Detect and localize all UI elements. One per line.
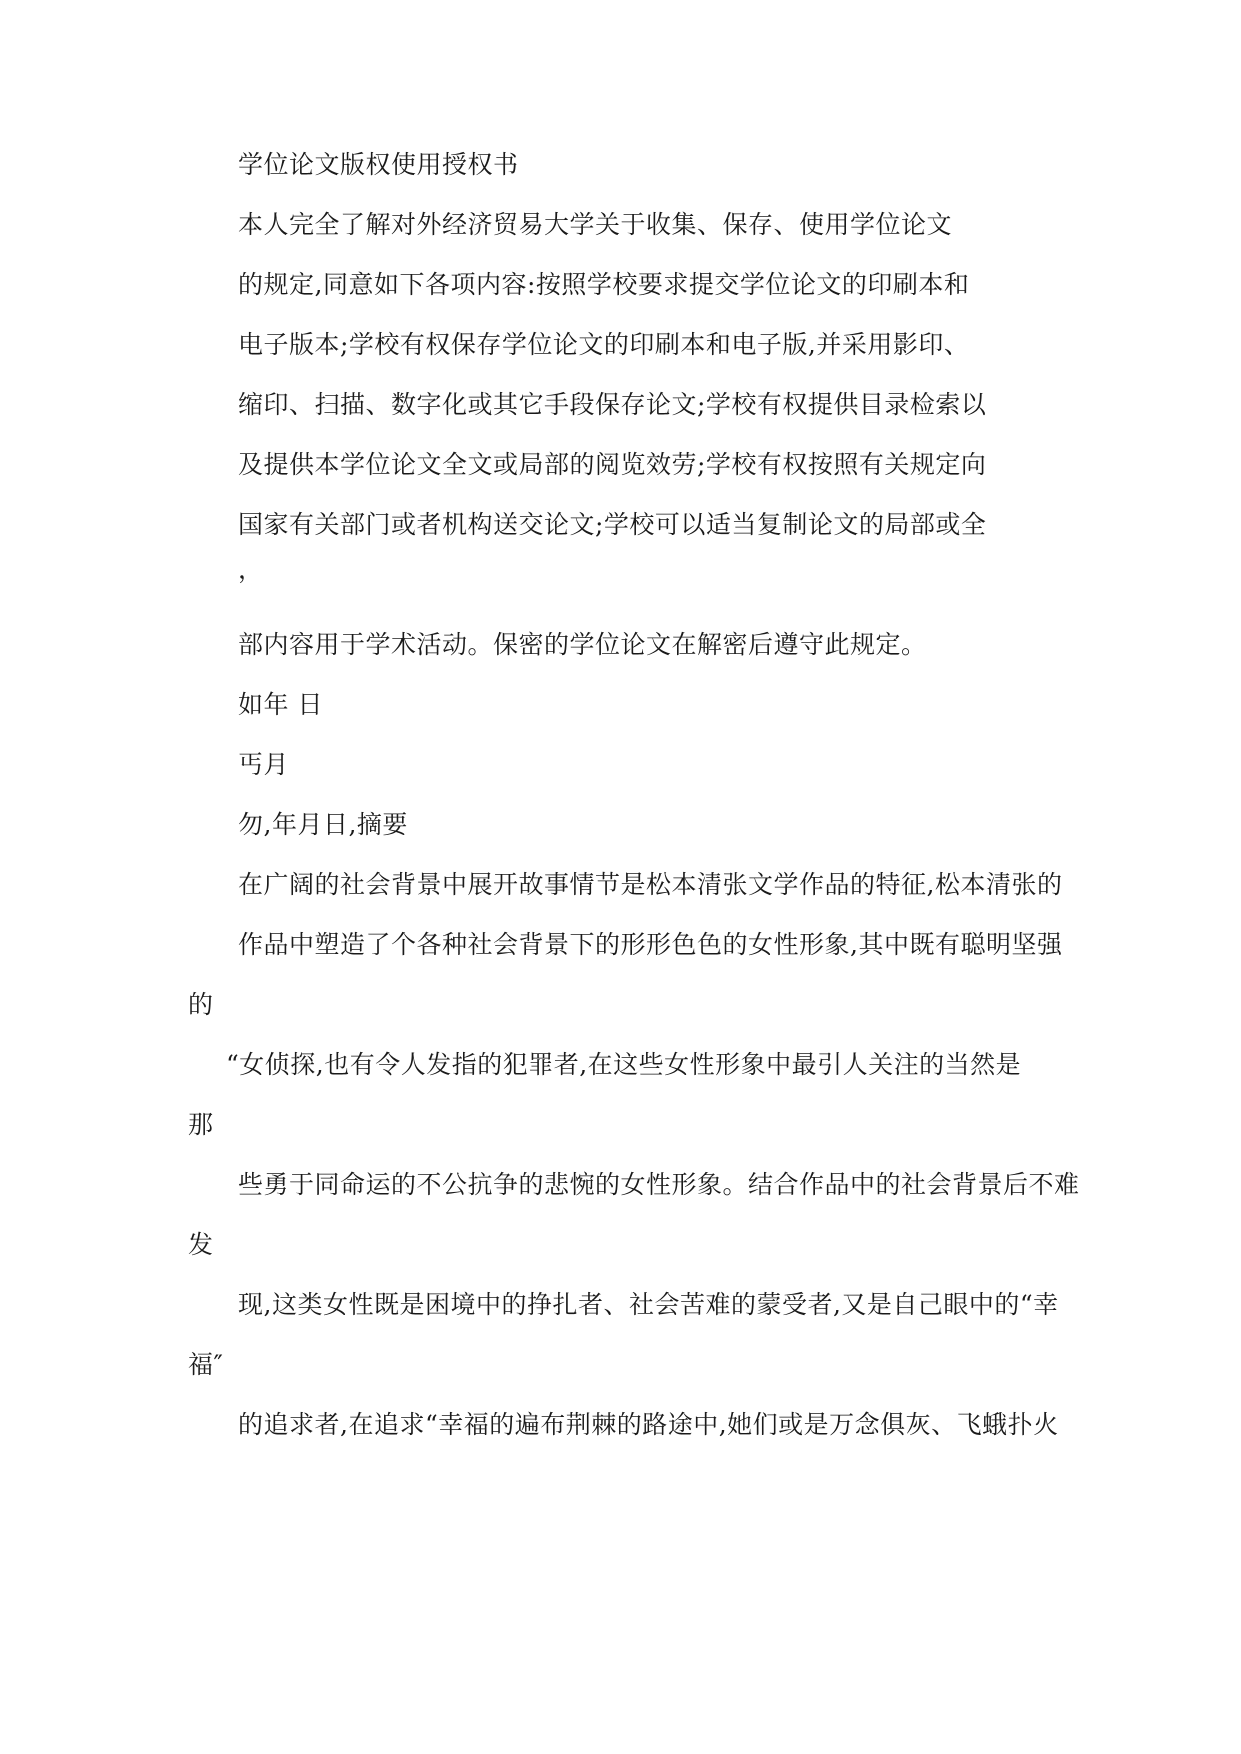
- text-line: 那: [188, 1110, 214, 1139]
- text-line: 作品中塑造了个各种社会背景下的形形色色的女性形象,其中既有聪明坚强: [238, 930, 1063, 959]
- text-line: 发: [188, 1230, 214, 1259]
- text-line: 勿,年月日,摘要: [238, 810, 408, 839]
- text-line: 丐月: [238, 750, 290, 779]
- text-line: 的: [188, 990, 214, 1019]
- text-line: 及提供本学位论文全文或局部的阅览效劳;学校有权按照有关规定向: [238, 450, 987, 479]
- text-line: 的追求者,在追求“幸福的遍布荆棘的路途中,她们或是万念俱灰、飞蛾扑火: [238, 1410, 1059, 1439]
- text-line: 部内容用于学术活动。保密的学位论文在解密后遵守此规定。: [238, 630, 927, 659]
- text-line: 本人完全了解对外经济贸易大学关于收集、保存、使用学位论文: [238, 210, 953, 239]
- text-line: 的规定,同意如下各项内容:按照学校要求提交学位论文的印刷本和: [238, 270, 970, 299]
- text-line: 缩印、扫描、数字化或其它手段保存论文;学校有权提供目录检索以: [238, 390, 987, 419]
- text-line: 福″: [188, 1350, 224, 1379]
- title-line: 学位论文版权使用授权书: [238, 150, 519, 179]
- text-line: 在广阔的社会背景中展开故事情节是松本清张文学作品的特征,松本清张的: [238, 870, 1063, 899]
- text-line: 现,这类女性既是困境中的挣扎者、社会苦难的蒙受者,又是自己眼中的“幸: [238, 1290, 1059, 1319]
- text-line: ，: [238, 555, 264, 584]
- text-line: 些勇于同命运的不公抗争的悲惋的女性形象。结合作品中的社会背景后不难: [238, 1170, 1080, 1199]
- text-line: 如年 日: [238, 690, 323, 719]
- text-line: 国家有关部门或者机构送交论文;学校可以适当复制论文的局部或全: [238, 510, 987, 539]
- text-line: 电子版本;学校有权保存学位论文的印刷本和电子版,并采用影印、: [238, 330, 970, 359]
- text-line: “女侦探,也有令人发指的犯罪者,在这些女性形象中最引人关注的当然是: [226, 1050, 1022, 1079]
